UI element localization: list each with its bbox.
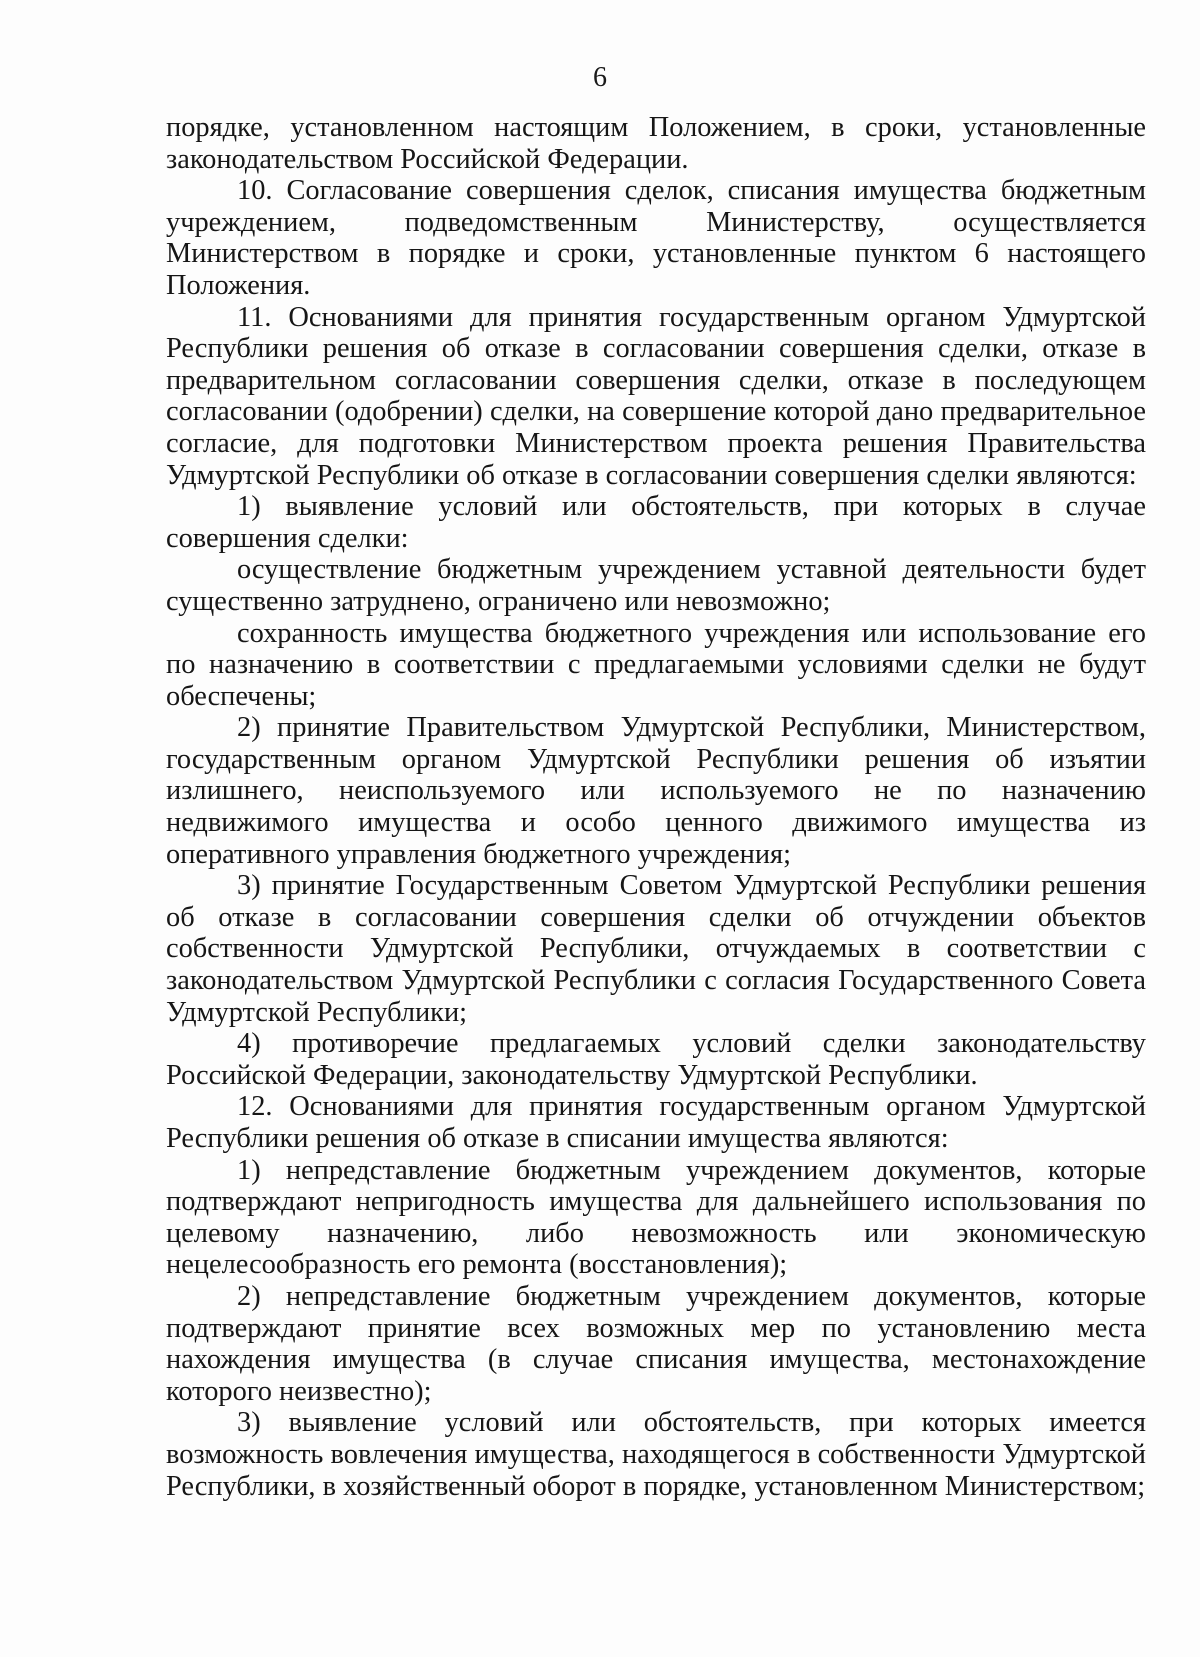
paragraph-item-11: 11. Основаниями для принятия государственным органом Удмуртской Республики решения об отказе в согласовании совершения сделки, отказе в предварительном согласовании совершения сделки, отказе в последующем согласовании (одобрении) сделки, на совершение которой дано предварительное согласие, для подготовки Министерством проекта решения Правительства Удмуртской Республики об отказе в согласовании совершения сделки являются: bbox=[166, 301, 1146, 491]
paragraph-11-subitem-1: 1) выявление условий или обстоятельств, при которых в случае совершения сделки: bbox=[166, 491, 1146, 554]
paragraph-item-10: 10. Согласование совершения сделок, списания имущества бюджетным учреждением, подведомственным Министерству, осуществляется Министерством в порядке и сроки, установленные пунктом 6 настоящего Положения. bbox=[166, 175, 1146, 301]
paragraph-11-subitem-1-a: осуществление бюджетным учреждением уставной деятельности будет существенно затруднено, ограничено или невозможно; bbox=[166, 554, 1146, 617]
paragraph-continuation: порядке, установленном настоящим Положением, в сроки, установленные законодательством Российской Федерации. bbox=[166, 112, 1146, 175]
paragraph-12-subitem-3: 3) выявление условий или обстоятельств, при которых имеется возможность вовлечения имущества, находящегося в собственности Удмуртской Республики, в хозяйственный оборот в порядке, установленном Министерством; bbox=[166, 1407, 1146, 1502]
paragraph-11-subitem-2: 2) принятие Правительством Удмуртской Республики, Министерством, государственным органом Удмуртской Республики решения об изъятии излишнего, неиспользуемого или используемого не по назначению недвижимого имущества и особо ценного движимого имущества из оперативного управления бюджетного учреждения; bbox=[166, 712, 1146, 870]
paragraph-11-subitem-1-b: сохранность имущества бюджетного учреждения или использование его по назначению в соответствии с предлагаемыми условиями сделки не будут обеспечены; bbox=[166, 617, 1146, 712]
paragraph-12-subitem-1: 1) непредставление бюджетным учреждением документов, которые подтверждают непригодность имущества для дальнейшего использования по целевому назначению, либо невозможность или экономическую нецелесообразность его ремонта (восстановления); bbox=[166, 1154, 1146, 1281]
paragraph-11-subitem-3: 3) принятие Государственным Советом Удмуртской Республики решения об отказе в согласовании совершения сделки об отчуждении объектов собственности Удмуртской Республики, отчуждаемых в соответствии с законодательством Удмуртской Республики с согласия Государственного Совета Удмуртской Республики; bbox=[166, 870, 1146, 1028]
paragraph-12-subitem-2: 2) непредставление бюджетным учреждением документов, которые подтверждают принятие всех возможных мер по установлению места нахождения имущества (в случае списания имущества, местонахождение которого неизвестно); bbox=[166, 1280, 1146, 1407]
paragraph-item-12: 12. Основаниями для принятия государственным органом Удмуртской Республики решения об отказе в списании имущества являются: bbox=[166, 1091, 1146, 1154]
page-number: 6 bbox=[593, 62, 607, 93]
paragraph-11-subitem-4: 4) противоречие предлагаемых условий сделки законодательству Российской Федерации, законодательству Удмуртской Республики. bbox=[166, 1028, 1146, 1091]
document-body bbox=[166, 112, 1146, 1502]
